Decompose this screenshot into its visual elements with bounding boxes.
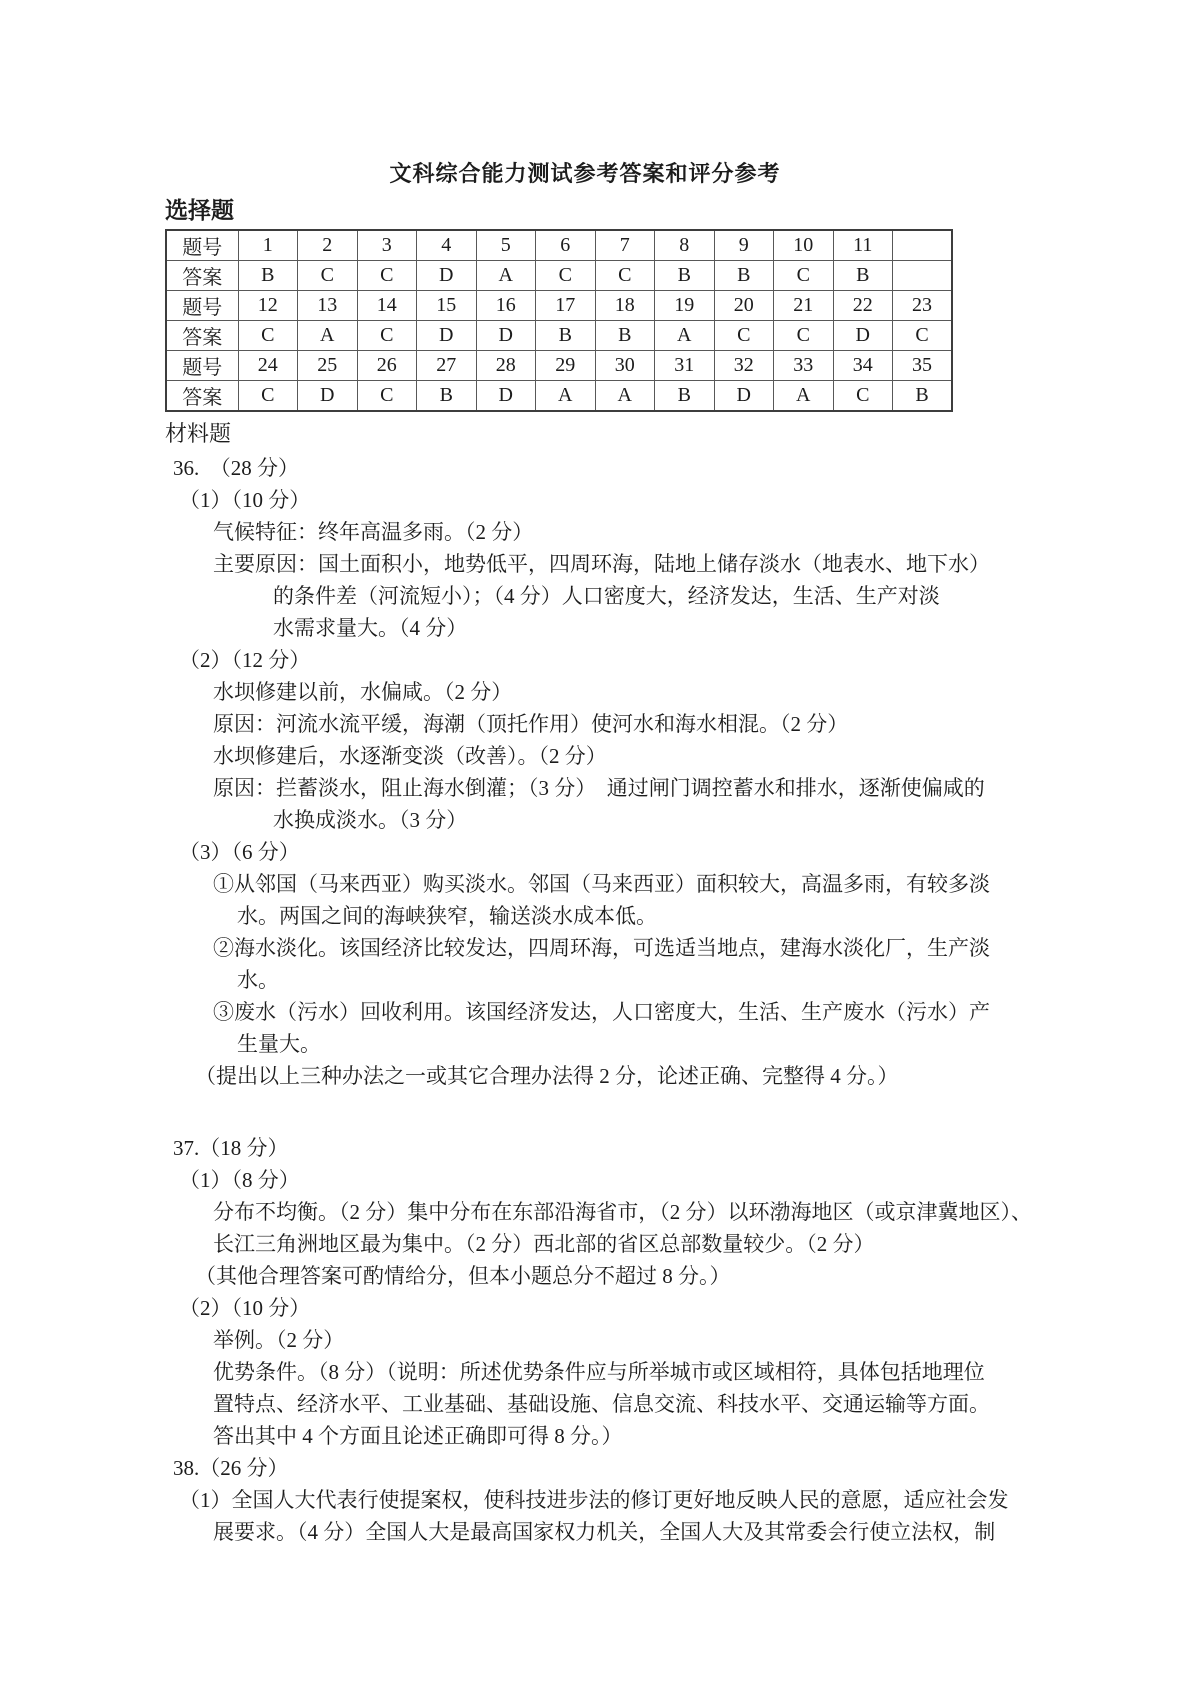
document-line: 37.（18 分）: [173, 1136, 289, 1160]
document-line: ②海水淡化。该国经济比较发达，四周环海，可选适当地点，建海水淡化厂，生产淡: [213, 936, 990, 960]
answer-cell: B: [655, 381, 715, 412]
answer-cell: C: [298, 261, 358, 291]
row-label: 题号: [166, 291, 238, 321]
answer-cell: C: [833, 381, 893, 412]
document-line: （提出以上三种办法之一或其它合理办法得 2 分，论述正确、完整得 4 分。）: [195, 1064, 899, 1088]
question-number-row: [166, 291, 952, 321]
answer-cell: D: [298, 381, 358, 412]
answer-table: [165, 229, 953, 412]
answer-cell: B: [417, 381, 477, 412]
row-label: 题号: [166, 351, 238, 381]
answer-cell: B: [655, 261, 715, 291]
question-number-cell: 15: [417, 291, 477, 321]
question-number-cell: 11: [833, 230, 893, 261]
document-line: 长江三角洲地区最为集中。（2 分）西北部的省区总部数量较少。（2 分）: [213, 1232, 875, 1256]
answer-cell: D: [833, 321, 893, 351]
question-number-cell: 31: [655, 351, 715, 381]
document-line: （2）（12 分）: [179, 648, 311, 672]
question-number-cell: 34: [833, 351, 893, 381]
document-line: （1）（8 分）: [179, 1168, 300, 1192]
answer-cell: C: [714, 321, 774, 351]
answer-cell: C: [536, 261, 596, 291]
question-number-cell: 29: [536, 351, 596, 381]
question-number-cell: 7: [595, 230, 655, 261]
answer-row: [166, 321, 952, 351]
row-label: 题号: [166, 230, 238, 261]
answer-cell: C: [357, 381, 417, 412]
question-number-cell: 26: [357, 351, 417, 381]
answer-cell: A: [655, 321, 715, 351]
question-number-cell: 5: [476, 230, 536, 261]
answer-cell: C: [893, 321, 953, 351]
answer-cell: C: [238, 381, 298, 412]
document-line: （其他合理答案可酌情给分，但本小题总分不超过 8 分。）: [195, 1264, 731, 1288]
document-line: 生量大。: [237, 1032, 321, 1056]
choice-section-heading: 选择题: [165, 198, 234, 223]
document-line: 举例。（2 分）: [213, 1328, 345, 1352]
answer-cell: D: [476, 321, 536, 351]
page-title: 文科综合能力测试参考答案和评分参考: [389, 161, 781, 186]
question-number-cell: 21: [774, 291, 834, 321]
answer-cell: D: [417, 321, 477, 351]
answer-cell: C: [357, 321, 417, 351]
answer-cell: B: [833, 261, 893, 291]
question-number-cell: 19: [655, 291, 715, 321]
answer-cell: C: [595, 261, 655, 291]
document-content: [165, 160, 1045, 1548]
question-number-cell: 23: [893, 291, 953, 321]
document-line: 优势条件。（8 分）（说明：所述优势条件应与所举城市或区域相符，具体包括地理位: [213, 1360, 985, 1384]
question-number-cell: 16: [476, 291, 536, 321]
question-number-cell: 25: [298, 351, 358, 381]
answer-cell: C: [774, 321, 834, 351]
question-number-cell: 9: [714, 230, 774, 261]
document-line: 分布不均衡。（2 分）集中分布在东部沿海省市，（2 分）以环渤海地区（或京津冀地区）、: [213, 1200, 1032, 1224]
answer-cell: A: [536, 381, 596, 412]
document-line: 36. （28 分）: [173, 456, 299, 480]
answer-cell: B: [238, 261, 298, 291]
question-number-cell: 17: [536, 291, 596, 321]
blank-line: [165, 1092, 1045, 1132]
answer-row: [166, 381, 952, 412]
document-line: 原因：拦蓄淡水，阻止海水倒灌；（3 分） 通过闸门调控蓄水和排水，逐渐使偏咸的: [213, 776, 985, 800]
document-line: （3）（6 分）: [179, 840, 300, 864]
question-number-cell: 2: [298, 230, 358, 261]
question-number-cell: 8: [655, 230, 715, 261]
answer-cell: A: [774, 381, 834, 412]
question-number-cell: 12: [238, 291, 298, 321]
answer-cell: A: [298, 321, 358, 351]
document-line: 展要求。（4 分）全国人大是最高国家权力机关，全国人大及其常委会行使立法权，制: [213, 1520, 996, 1544]
answer-cell: A: [476, 261, 536, 291]
document-line: 水需求量大。（4 分）: [273, 616, 468, 640]
question-number-cell: 1: [238, 230, 298, 261]
question-number-row: [166, 230, 952, 261]
question-number-cell: 22: [833, 291, 893, 321]
answer-cell: B: [893, 381, 953, 412]
question-number-cell: [893, 230, 953, 261]
document-line: 答出其中 4 个方面且论述正确即可得 8 分。）: [213, 1424, 623, 1448]
question-number-cell: 30: [595, 351, 655, 381]
document-line: 置特点、经济水平、工业基础、基础设施、信息交流、科技水平、交通运输等方面。: [213, 1392, 990, 1416]
question-number-cell: 4: [417, 230, 477, 261]
question-number-cell: 18: [595, 291, 655, 321]
question-number-cell: 27: [417, 351, 477, 381]
question-number-cell: 14: [357, 291, 417, 321]
document-line: 主要原因：国土面积小，地势低平，四周环海，陆地上储存淡水（地表水、地下水）: [213, 552, 990, 576]
question-number-cell: 13: [298, 291, 358, 321]
document-line: 气候特征：终年高温多雨。（2 分）: [213, 520, 534, 544]
document-line: （2）（10 分）: [179, 1296, 311, 1320]
answer-cell: D: [714, 381, 774, 412]
question-number-cell: 6: [536, 230, 596, 261]
row-label: 答案: [166, 381, 238, 412]
question-number-cell: 33: [774, 351, 834, 381]
question-number-cell: 10: [774, 230, 834, 261]
document-line: （1）全国人大代表行使提案权，使科技进步法的修订更好地反映人民的意愿，适应社会发: [179, 1488, 1009, 1512]
material-section-heading: 材料题: [165, 421, 232, 446]
document-line: ①从邻国（马来西亚）购买淡水。邻国（马来西亚）面积较大，高温多雨，有较多淡: [213, 872, 990, 896]
document-line: 水。两国之间的海峡狭窄，输送淡水成本低。: [237, 904, 657, 928]
question-number-cell: 20: [714, 291, 774, 321]
question-number-cell: 32: [714, 351, 774, 381]
document-line: 水坝修建以前，水偏咸。（2 分）: [213, 680, 513, 704]
answer-cell: C: [774, 261, 834, 291]
row-label: 答案: [166, 321, 238, 351]
answer-cell: D: [417, 261, 477, 291]
question-number-cell: 24: [238, 351, 298, 381]
question-number-cell: 28: [476, 351, 536, 381]
document-line: 水换成淡水。（3 分）: [273, 808, 468, 832]
answer-cell: C: [238, 321, 298, 351]
answer-cell: [893, 261, 953, 291]
answer-cell: D: [476, 381, 536, 412]
question-number-cell: 35: [893, 351, 953, 381]
row-label: 答案: [166, 261, 238, 291]
answer-cell: C: [357, 261, 417, 291]
answer-cell: B: [714, 261, 774, 291]
material-body: [165, 452, 1045, 1548]
answer-table-body: [166, 230, 952, 411]
document-line: 水。: [237, 968, 279, 992]
answer-cell: B: [536, 321, 596, 351]
answer-cell: B: [595, 321, 655, 351]
question-number-row: [166, 351, 952, 381]
document-line: ③废水（污水）回收利用。该国经济发达，人口密度大，生活、生产废水（污水）产: [213, 1000, 990, 1024]
document-line: 原因：河流水流平缓，海潮（顶托作用）使河水和海水相混。（2 分）: [213, 712, 849, 736]
document-line: 水坝修建后，水逐渐变淡（改善）。（2 分）: [213, 744, 607, 768]
answer-row: [166, 261, 952, 291]
document-line: 的条件差（河流短小）；（4 分）人口密度大，经济发达，生活、生产对淡: [273, 584, 940, 608]
document-line: （1）（10 分）: [179, 488, 311, 512]
question-number-cell: 3: [357, 230, 417, 261]
answer-cell: A: [595, 381, 655, 412]
document-line: 38.（26 分）: [173, 1456, 289, 1480]
